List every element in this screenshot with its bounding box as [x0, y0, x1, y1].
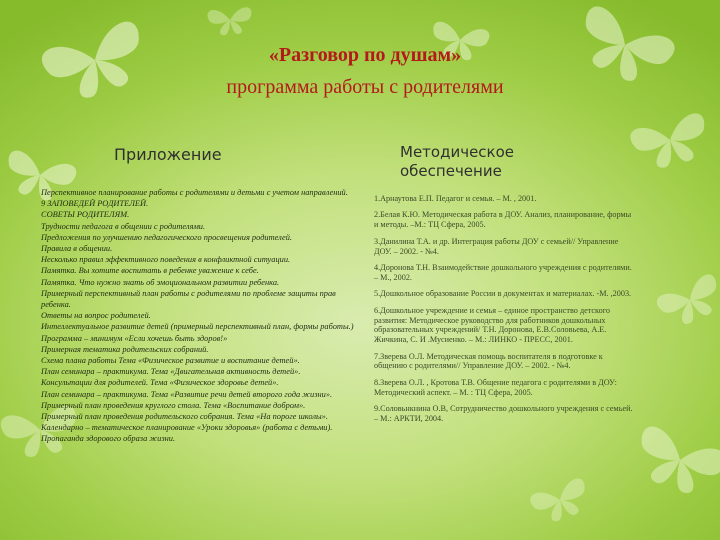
references-list	[374, 194, 636, 431]
list-item: Примерная тематика родительских собраний.	[41, 344, 209, 354]
list-item: План семинара – практикума. Тема «Развитие речи детей второго года жизни».	[41, 389, 333, 399]
butterfly-icon	[629, 424, 720, 503]
list-item: Памятка. Что нужно знать об эмоциональном развитии ребенка.	[41, 277, 280, 287]
reference-item: 1.Арнаутова Е.П. Педагог и семья. – М. , 2001.	[374, 194, 537, 203]
list-item: Трудности педагога в общении с родителями.	[41, 221, 206, 231]
reference-item: 4.Доронова Т.Н. Взаимодействие дошкольного учреждения с родителями. – М., 2002.	[374, 263, 632, 282]
reference-item: 2.Белая К.Ю. Методическая работа в ДОУ. Анализ, планирование, формы и методы. –М.: ТЦ Сфера, 2005.	[374, 210, 632, 230]
list-item: Памятка. Вы хотите воспитать в ребенке уважение к себе.	[41, 266, 259, 276]
list-item: Примерный план проведения круглого стола. Тема «Воспитание добром».	[41, 400, 306, 410]
butterfly-icon	[528, 477, 593, 528]
list-item: 9 ЗАПОВЕДЕЙ РОДИТЕЛЕЙ.	[41, 199, 149, 209]
butterfly-icon	[628, 111, 713, 174]
reference-item: 5.Дошкольное образование России в документах и материалах. -М. ,2003.	[374, 289, 632, 299]
list-item: Примерный план проведения родительского собрания. Тема «На пороге школы».	[41, 412, 328, 422]
right-heading: Методическое обеспечение	[400, 143, 515, 180]
list-item: Примерный перспективный план работы с родителями по проблеме защиты прав ребенка.	[41, 288, 336, 310]
slide-title: «Разговор по душам»	[268, 44, 462, 66]
list-item: Ответы на вопрос родителей.	[41, 311, 151, 321]
list-item: Перспективное планирование работы с родителями и детьми с учетом направлений.	[41, 188, 348, 197]
list-item: План семинара – практикума. Тема «Двигательная активность детей».	[41, 367, 301, 377]
list-item: Программа – минимум «Если хочешь быть здоров!»	[41, 333, 228, 343]
reference-item: 8.Зверева О.Л. , Кротова Т.В. Общение педагога с родителями в ДОУ: Методический аспект. – М. : ТЦ Сфера, 2005.	[374, 377, 617, 397]
list-item: Схема плана работы Тема «Физическое развитие и воспитание детей».	[41, 356, 300, 366]
reference-item: 3.Данилина Т.А. и др. Интеграция работы ДОУ с семьей// Управление ДОУ. – 2002. - №4.	[374, 236, 619, 256]
list-item: Пропаганда здорового образа жизни.	[41, 434, 176, 444]
butterfly-icon	[655, 272, 720, 332]
list-item: Предложения по улучшению педагогического просвещения родителей.	[41, 232, 293, 242]
list-item: Правила в общении.	[41, 244, 113, 254]
reference-item: 6.Дошкольное учреждение и семья – единое пространство детского развития: Методическое руководство для работников дошкольных образовательных учреждений/ Т.Н. Доронова, Е.В.Соловьева, А.Е. Жичкина, С. И .Мусиенко. – М.: ЛИНКО - ПРЕСС, 2001.	[374, 305, 610, 345]
slide-subtitle: программа работы с родителями	[226, 76, 504, 98]
left-heading: Приложение	[114, 145, 222, 164]
butterfly-icon	[207, 7, 253, 37]
list-item: Несколько правил эффективного поведения в конфликтной ситуации.	[41, 255, 291, 265]
list-item: СОВЕТЫ РОДИТЕЛЯМ.	[41, 210, 130, 220]
list-item: Консультации для родителей. Тема «Физическое здоровье детей».	[41, 378, 279, 388]
appendix-list	[41, 187, 367, 445]
reference-item: 9.Соловьнкнина О.В, Сотрудничество дошкольного учреждения с семьей. – М.: АРКТИ, 2004.	[374, 404, 633, 424]
list-item: Интеллектуальное развитие детей (примерный перспективный план, формы работы.)	[41, 322, 354, 332]
reference-item: 7.Зверева О.Л. Методическая помощь воспитателя в подготовке к общению с родителями// Управление ДОУ. – 2002. - №4.	[374, 351, 603, 371]
list-item: Календарно – тематическое планирование «Уроки здоровья» (работа с детьми).	[41, 423, 333, 433]
